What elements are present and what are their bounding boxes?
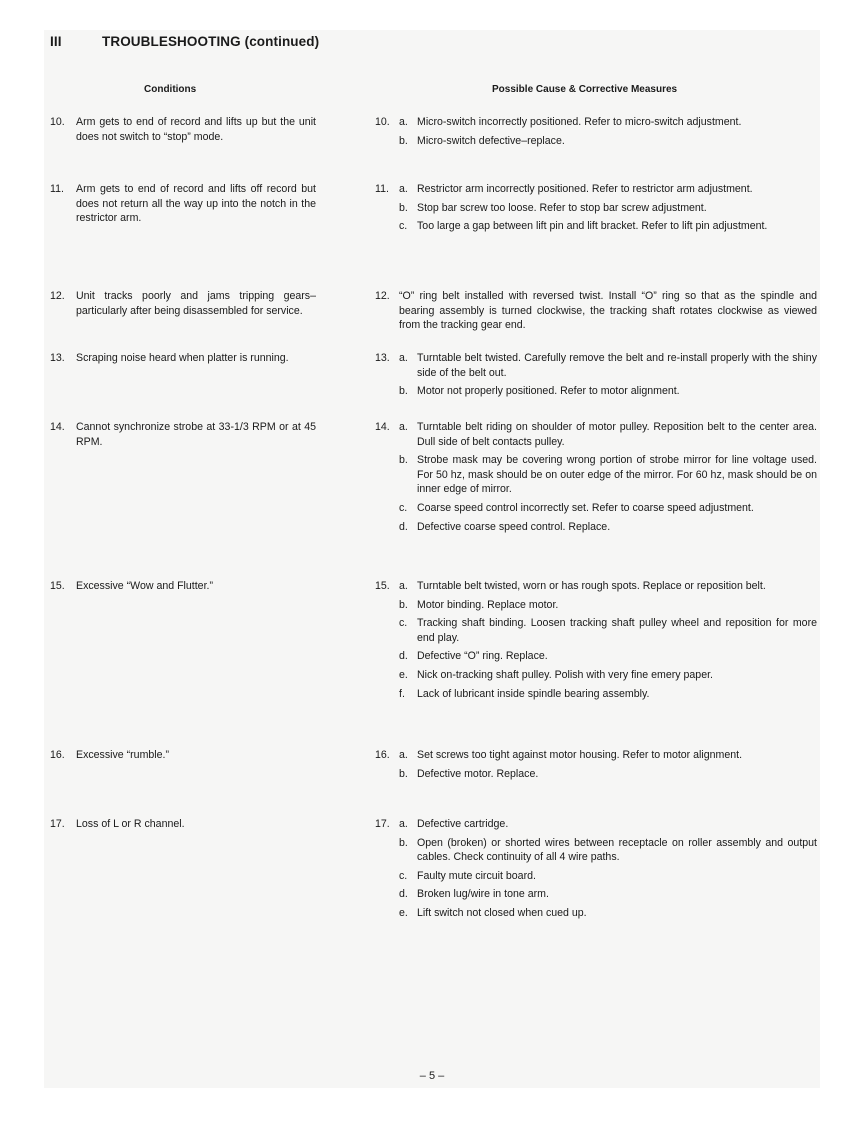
- cause-letter: c.: [399, 869, 408, 882]
- cause-text: Turntable belt twisted. Carefully remove the belt and re-install properly with the shiny side of the belt out.: [417, 352, 817, 379]
- cause-letter: a.: [399, 421, 408, 433]
- condition-number: 15.: [50, 580, 65, 592]
- cause-entry: [399, 384, 817, 399]
- cause-letter: c.: [399, 617, 408, 630]
- cause-letter: e.: [399, 668, 408, 681]
- condition-number: 12.: [50, 290, 65, 302]
- condition-text: Arm gets to end of record and lifts off record but does not return all the way up into the notch in the restrictor arm.: [76, 183, 316, 225]
- cause-letter: b.: [399, 836, 408, 849]
- cause-number: 16.: [375, 749, 390, 761]
- condition-item: [50, 420, 316, 449]
- cause-text: Too large a gap between lift pin and lift bracket. Refer to lift pin adjustment.: [417, 220, 768, 233]
- cause-letter: b.: [399, 134, 408, 147]
- cause-text: Restrictor arm incorrectly positioned. Refer to restrictor arm adjustment.: [417, 183, 753, 195]
- cause-letter: a.: [399, 749, 408, 761]
- condition-number: 13.: [50, 352, 65, 364]
- cause-text: Turntable belt twisted, worn or has rough spots. Replace or reposition belt.: [417, 580, 766, 592]
- cause-letter: a.: [399, 580, 408, 592]
- cause-text: “O” ring belt installed with reversed twist. Install “O” ring so that as the spindle and bearing assembly is turned clockwise, the tracking shaft rotates clockwise as viewed from the tracking gear end.: [399, 290, 817, 332]
- cause-text: Defective motor. Replace.: [417, 767, 539, 780]
- condition-text: Excessive “Wow and Flutter.”: [76, 580, 213, 592]
- cause-text: Micro-switch defective–replace.: [417, 134, 565, 147]
- cause-letter: d.: [399, 888, 408, 901]
- cause-letter: b.: [399, 767, 408, 780]
- cause-text: Strobe mask may be covering wrong portion of strobe mirror for line voltage used. For 50 hz, mask should be on outer edge of the mirror. For 60 hz, mask should be on inner edge of mirror.: [417, 454, 817, 496]
- page-heading: [50, 34, 319, 49]
- cause-group: [375, 289, 817, 333]
- cause-letter: e.: [399, 906, 408, 919]
- cause-text: Tracking shaft binding. Loosen tracking shaft pulley wheel and reposition for more end play.: [417, 617, 817, 644]
- cause-entry: [399, 887, 817, 902]
- condition-item: [50, 351, 316, 366]
- cause-entry: [399, 501, 817, 516]
- cause-text: Turntable belt riding on shoulder of motor pulley. Reposition belt to the center area. Dull side of belt contacts pulley.: [417, 421, 817, 448]
- cause-group: [375, 579, 817, 705]
- cause-text: Faulty mute circuit board.: [417, 869, 536, 882]
- cause-text: Micro-switch incorrectly positioned. Refer to micro-switch adjustment.: [417, 116, 742, 128]
- condition-item: [50, 115, 316, 144]
- cause-number: 15.: [375, 580, 390, 592]
- condition-number: 14.: [50, 421, 65, 433]
- cause-entry: [399, 687, 817, 702]
- cause-number: 12.: [375, 290, 390, 302]
- cause-entry: [399, 453, 817, 497]
- cause-text: Coarse speed control incorrectly set. Refer to coarse speed adjustment.: [417, 501, 754, 514]
- cause-letter: d.: [399, 520, 408, 533]
- condition-number: 17.: [50, 818, 65, 830]
- cause-letter: f.: [399, 687, 405, 700]
- cause-entry: [399, 579, 817, 594]
- cause-text: Set screws too tight against motor housing. Refer to motor alignment.: [417, 749, 743, 761]
- cause-entry: [399, 748, 817, 763]
- condition-number: 10.: [50, 116, 65, 128]
- cause-text: Defective cartridge.: [417, 818, 509, 830]
- cause-entry: [399, 115, 817, 130]
- causes-column-header: Possible Cause & Corrective Measures: [492, 84, 678, 95]
- cause-entry: [399, 134, 817, 149]
- cause-letter: c.: [399, 501, 408, 514]
- condition-number: 16.: [50, 749, 65, 761]
- cause-entry: [399, 767, 817, 782]
- cause-text: Lift switch not closed when cued up.: [417, 906, 587, 919]
- cause-group: [375, 182, 817, 238]
- cause-text: Defective coarse speed control. Replace.: [417, 520, 611, 533]
- cause-entry: [399, 906, 817, 921]
- cause-entry: [399, 649, 817, 664]
- cause-text: Motor binding. Replace motor.: [417, 598, 559, 611]
- page-number: – 5 –: [419, 1070, 445, 1082]
- cause-letter: a.: [399, 183, 408, 195]
- cause-entry: [399, 836, 817, 865]
- cause-group: [375, 351, 817, 403]
- cause-entry: [399, 616, 817, 645]
- cause-letter: d.: [399, 650, 408, 663]
- section-title: TROUBLESHOOTING (continued): [102, 34, 320, 49]
- cause-entry: [399, 201, 817, 216]
- cause-letter: b.: [399, 454, 408, 467]
- cause-group: [375, 817, 817, 925]
- cause-letter: a.: [399, 116, 408, 128]
- cause-entry: [399, 668, 817, 683]
- cause-text: Defective “O” ring. Replace.: [417, 650, 548, 663]
- cause-text: Motor not properly positioned. Refer to motor alignment.: [417, 385, 680, 398]
- cause-entry: [399, 817, 817, 832]
- cause-number: 13.: [375, 352, 390, 364]
- condition-number: 11.: [50, 183, 64, 195]
- cause-letter: b.: [399, 598, 408, 611]
- cause-letter: b.: [399, 201, 408, 214]
- section-number: III: [50, 34, 62, 49]
- condition-item: [50, 748, 316, 763]
- cause-entry: [399, 598, 817, 613]
- cause-number: 14.: [375, 421, 390, 433]
- cause-text: Lack of lubricant inside spindle bearing assembly.: [417, 687, 650, 700]
- condition-item: [50, 817, 316, 832]
- cause-text: Broken lug/wire in tone arm.: [417, 888, 549, 901]
- condition-text: Excessive “rumble.”: [76, 749, 170, 761]
- condition-item: [50, 579, 316, 594]
- cause-entry: [399, 351, 817, 380]
- cause-letter: a.: [399, 818, 408, 830]
- cause-entry: [399, 219, 817, 234]
- condition-text: Unit tracks poorly and jams tripping gears–particularly after being disassembled for service.: [76, 290, 316, 317]
- cause-group: [375, 420, 817, 538]
- cause-group: [375, 748, 817, 785]
- cause-letter: a.: [399, 352, 408, 364]
- cause-entry: [399, 869, 817, 884]
- cause-number: 10.: [375, 116, 390, 128]
- cause-entry: [399, 182, 817, 197]
- condition-text: Loss of L or R channel.: [76, 818, 185, 830]
- cause-number: 11.: [375, 183, 389, 195]
- cause-number: 17.: [375, 818, 390, 830]
- cause-text: Open (broken) or shorted wires between receptacle on roller assembly and output cables. Check continuity of all 4 wire paths.: [417, 836, 817, 864]
- condition-text: Scraping noise heard when platter is running.: [76, 352, 289, 364]
- cause-letter: b.: [399, 385, 408, 398]
- cause-letter: c.: [399, 220, 408, 233]
- cause-entry: [399, 420, 817, 449]
- cause-text: Nick on-tracking shaft pulley. Polish with very fine emery paper.: [417, 668, 713, 681]
- cause-group: [375, 115, 817, 152]
- condition-text: Arm gets to end of record and lifts up but the unit does not switch to “stop” mode.: [76, 116, 316, 143]
- condition-item: [50, 182, 316, 226]
- conditions-column-header: Conditions: [144, 84, 197, 95]
- condition-text: Cannot synchronize strobe at 33-1/3 RPM or at 45 RPM.: [76, 421, 316, 448]
- cause-entry: [399, 520, 817, 535]
- condition-item: [50, 289, 316, 318]
- cause-text: Stop bar screw too loose. Refer to stop bar screw adjustment.: [417, 201, 707, 214]
